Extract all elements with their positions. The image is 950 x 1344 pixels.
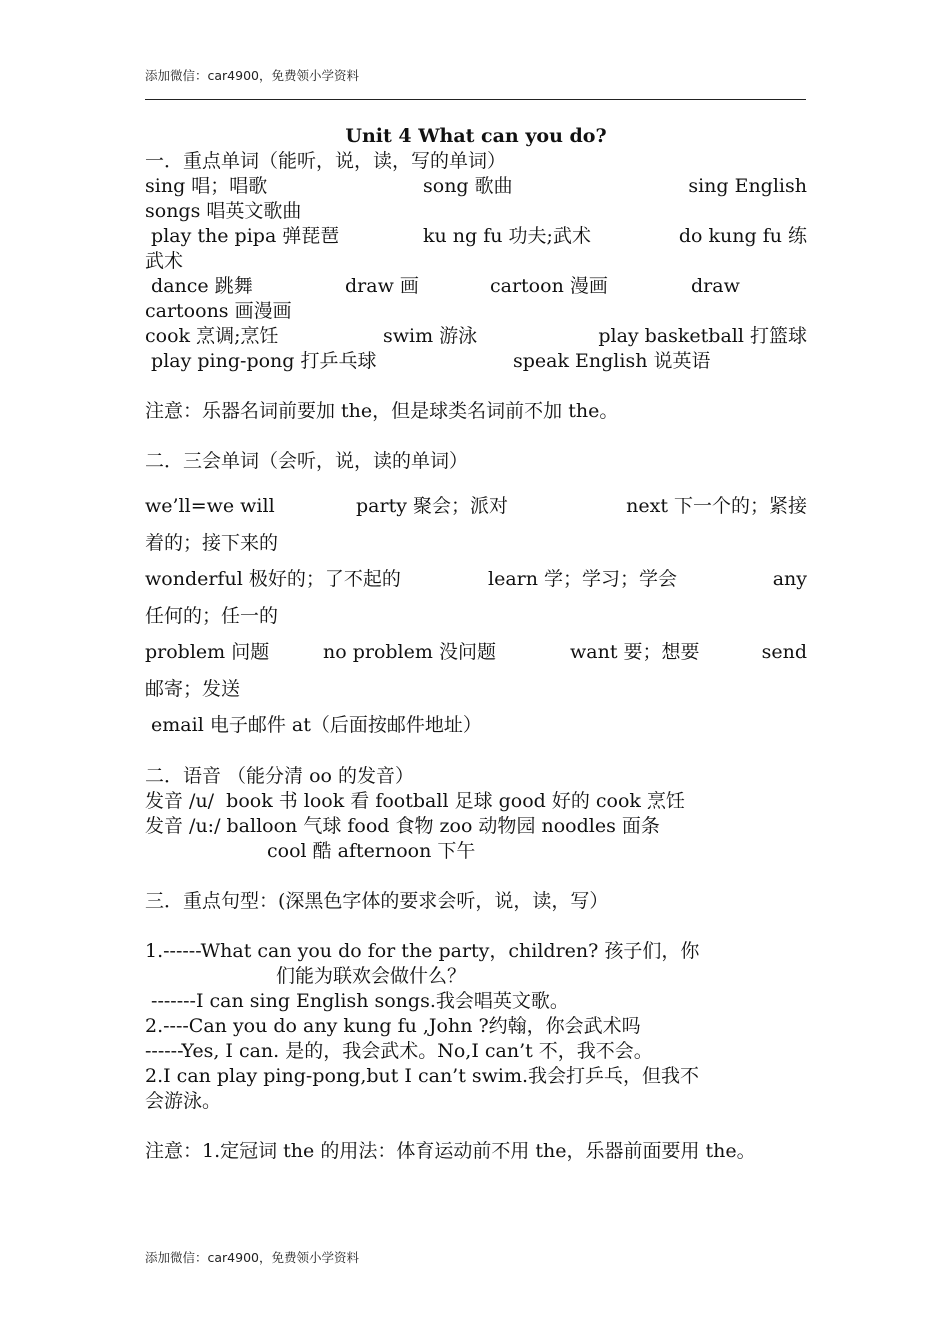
vocab-item: we’ll=we will (145, 495, 275, 517)
phonics-line: cool 酷 afternoon 下午 (267, 839, 476, 862)
sentence-line: -------I can sing English songs.我会唱英文歌。 (145, 989, 569, 1012)
vocab-row (145, 324, 807, 349)
vocab-item: send (761, 641, 807, 663)
section1-heading: 一．重点单词（能听，说，读，写的单词） (145, 150, 507, 172)
vocab-row (145, 274, 807, 299)
vocab-row (145, 224, 807, 249)
vocab-item: learn 学；学习；学会 (488, 568, 678, 590)
vocab-item: 任何的；任一的 (145, 604, 279, 627)
page-title: Unit 4 What can you do? (345, 125, 607, 147)
vocab-item: 邮寄；发送 (145, 677, 241, 700)
vocab-item: dance 跳舞 (145, 275, 253, 297)
vocab-item: want 要；想要 (570, 641, 700, 663)
vocab-item: speak English 说英语 (513, 350, 711, 372)
vocab-row (145, 199, 807, 224)
section4-note: 注意：1.定冠词 the 的用法：体育运动前不用 the，乐器前面要用 the。 (145, 1139, 756, 1162)
vocab-item: no problem 没问题 (323, 641, 496, 663)
vocab-item: next 下一个的；紧接 (626, 495, 807, 517)
vocab-item: song 歌曲 (423, 175, 513, 197)
section2-heading: 二．三会单词（会听，说，读的单词） (145, 450, 469, 472)
vocab-item: wonderful 极好的；了不起的 (145, 568, 401, 590)
vocab-item: play ping-pong 打乒乓球 (145, 350, 377, 372)
header-divider (145, 99, 806, 100)
vocab-row (145, 249, 807, 274)
sentence-line: 会游泳。 (145, 1089, 222, 1112)
vocab-item: 着的；接下来的 (145, 531, 279, 554)
vocab-row (145, 671, 807, 708)
document-body (145, 124, 807, 1164)
vocab-row (145, 299, 807, 324)
vocab-row (145, 598, 807, 635)
vocab-item: play the pipa 弹琵琶 (145, 225, 340, 247)
vocab-row (145, 525, 807, 562)
page-footer: 添加微信：car4900，免费领小学资料 (145, 1250, 359, 1265)
vocab-row (145, 488, 807, 525)
vocab-item: any (772, 568, 807, 590)
vocab-item: play basketball 打篮球 (598, 325, 807, 347)
vocab-item: do kung fu 练 (678, 225, 807, 247)
vocab-row (145, 561, 807, 598)
vocab-row (145, 634, 807, 671)
vocab-item: cook 烹调;烹饪 (145, 325, 279, 347)
section3-heading: 二．语音 （能分清 oo 的发音） (145, 764, 414, 787)
vocab-row (145, 174, 807, 199)
phonics-line: 发音 /u/ book 书 look 看 football 足球 good 好的 cook 烹饪 (145, 789, 685, 812)
section4-heading: 三．重点句型：(深黑色字体的要求会听，说，读，写） (145, 889, 609, 912)
vocab-item: draw (691, 275, 740, 297)
vocab-item: ku ng fu 功夫;武术 (423, 225, 591, 247)
vocab-item: cartoons 画漫画 (145, 300, 292, 322)
sentence-line: 2.----Can you do any kung fu ,John ?约翰，你会武术吗 (145, 1014, 641, 1037)
sentence-line: 1.------What can you do for the party，children? 孩子们，你 (145, 939, 700, 962)
vocab-item: party 聚会；派对 (356, 495, 508, 517)
vocab-item: draw 画 (345, 275, 419, 297)
vocab-row (145, 707, 807, 744)
vocab-row (145, 349, 807, 374)
section1-note: 注意：乐器名词前要加 the，但是球类名词前不加 the。 (145, 400, 619, 422)
vocab-item: sing 唱；唱歌 (145, 175, 268, 197)
vocab-item: swim 游泳 (383, 325, 478, 347)
sentence-line: 2.I can play ping-pong,but I can’t swim.我会打乒乓，但我不 (145, 1064, 700, 1087)
phonics-line: 发音 /u:/ balloon 气球 food 食物 zoo 动物园 noodles 面条 (145, 814, 660, 837)
vocab-item: problem 问题 (145, 641, 270, 663)
vocab-item: 武术 (145, 250, 184, 272)
vocab-item: songs 唱英文歌曲 (145, 200, 302, 222)
vocab-item: email 电子邮件 at（后面按邮件地址） (145, 714, 482, 736)
page-header: 添加微信：car4900，免费领小学资料 (145, 68, 359, 83)
sentence-line: ------Yes, I can. 是的，我会武术。No,I can’t 不，我不会。 (145, 1039, 653, 1062)
sentence-line: 们能为联欢会做什么？ (276, 964, 467, 987)
vocab-item: cartoon 漫画 (490, 275, 608, 297)
vocab-item: sing English (688, 175, 807, 197)
